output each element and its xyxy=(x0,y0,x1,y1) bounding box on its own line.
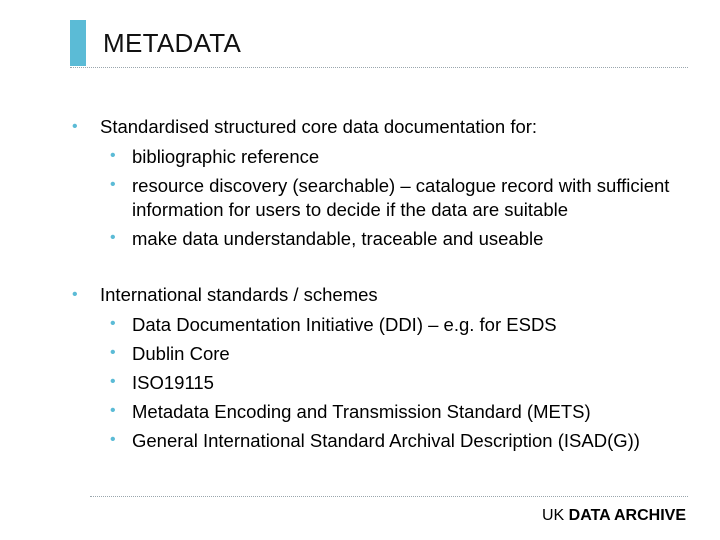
list-item: General International Standard Archival Description (ISAD(G)) xyxy=(132,430,640,451)
section-heading: Standardised structured core data documentation for: xyxy=(100,116,538,137)
bullet-icon: • xyxy=(110,431,116,448)
bullet-icon: • xyxy=(72,118,78,135)
footer-prefix: UK xyxy=(541,507,565,524)
bullet-icon: • xyxy=(110,373,116,390)
title-accent-bar xyxy=(70,20,86,66)
section-heading: International standards / schemes xyxy=(100,284,378,305)
bullet-icon: • xyxy=(110,176,116,193)
bullet-icon: • xyxy=(72,286,78,303)
footer-logo xyxy=(542,507,686,525)
list-item: ISO19115 xyxy=(132,372,214,393)
bullet-icon: • xyxy=(110,147,116,164)
list-item: make data understandable, traceable and useable xyxy=(132,228,544,249)
bullet-icon: • xyxy=(110,402,116,419)
list-item: Metadata Encoding and Transmission Standard (METS) xyxy=(132,401,591,422)
bullet-icon: • xyxy=(110,229,116,246)
bullet-icon: • xyxy=(110,315,116,332)
footer-brand: DATA ARCHIVE xyxy=(568,507,686,524)
list-item: Dublin Core xyxy=(132,343,230,364)
list-item: resource discovery (searchable) – catalogue record with sufficient information for users to decide if the data are suitable xyxy=(132,175,670,220)
list-item: bibliographic reference xyxy=(132,146,320,167)
slide-title: METADATA xyxy=(103,28,242,58)
footer-divider xyxy=(90,496,688,497)
bullet-icon: • xyxy=(110,344,116,361)
list-item: Data Documentation Initiative (DDI) – e.g. for ESDS xyxy=(132,314,557,335)
title-divider xyxy=(70,67,688,68)
